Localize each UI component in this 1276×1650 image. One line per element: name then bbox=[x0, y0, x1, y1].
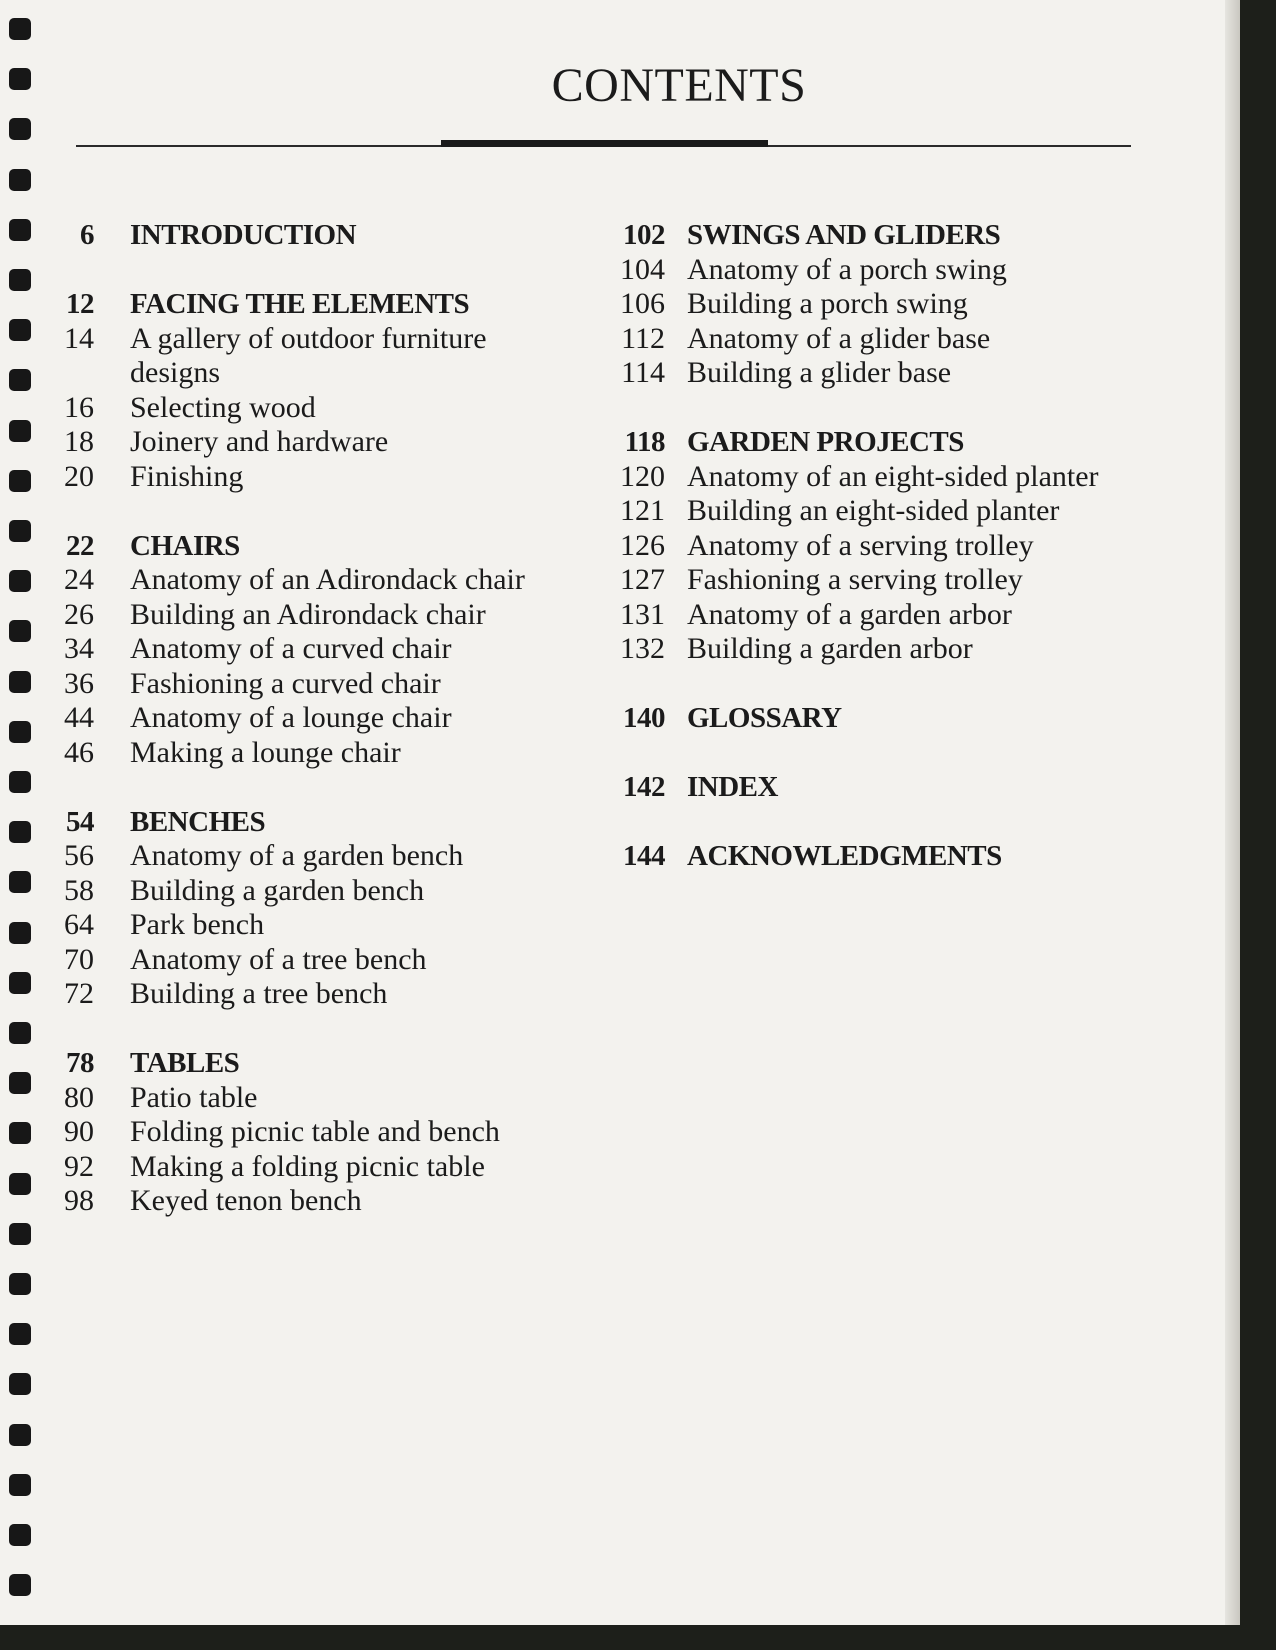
entry-title: Anatomy of a porch swing bbox=[687, 252, 1007, 286]
toc-entry bbox=[58, 736, 578, 771]
binding-hole bbox=[9, 771, 31, 793]
page-number: 114 bbox=[621, 356, 665, 389]
entry-title: Building a tree bench bbox=[130, 977, 388, 1010]
page-number: 26 bbox=[64, 597, 94, 631]
page-number: 118 bbox=[624, 426, 665, 458]
entry-title: Anatomy of an eight-sided planter bbox=[687, 459, 1099, 493]
toc-section-heading bbox=[615, 425, 1225, 460]
page-number: 144 bbox=[623, 840, 665, 872]
toc-entry bbox=[58, 322, 578, 391]
toc-entry bbox=[58, 839, 578, 874]
binding-hole bbox=[9, 1574, 31, 1596]
page-number: 78 bbox=[66, 1047, 94, 1079]
toc-entry bbox=[615, 287, 1225, 322]
entry-title: Making a folding picnic table bbox=[130, 1149, 485, 1183]
entry-title: Anatomy of a tree bench bbox=[130, 942, 427, 976]
toc-entry bbox=[615, 356, 1225, 391]
page-number: 131 bbox=[620, 597, 665, 631]
binding-hole bbox=[9, 1323, 31, 1345]
toc-section bbox=[58, 805, 578, 1012]
entry-title: Selecting wood bbox=[130, 390, 316, 424]
entry-title: Fashioning a serving trolley bbox=[687, 563, 1023, 596]
entry-title: A gallery of outdoor furniture designs bbox=[130, 321, 487, 389]
page-number: 6 bbox=[80, 219, 94, 251]
toc-section bbox=[58, 218, 578, 253]
toc-entry bbox=[58, 1150, 578, 1185]
toc-entry bbox=[615, 529, 1225, 564]
page-number: 90 bbox=[64, 1115, 94, 1148]
page-number: 64 bbox=[64, 908, 94, 941]
toc-entry bbox=[58, 701, 578, 736]
entry-title: Folding picnic table and bench bbox=[130, 1115, 500, 1148]
toc-section-heading bbox=[58, 805, 578, 840]
section-title: FACING THE ELEMENTS bbox=[130, 288, 470, 320]
binding-hole bbox=[9, 721, 31, 743]
toc-entry bbox=[615, 460, 1225, 495]
toc-entry bbox=[58, 1115, 578, 1150]
toc-entry bbox=[58, 977, 578, 1012]
page-number: 36 bbox=[64, 666, 94, 700]
entry-title: Keyed tenon bench bbox=[130, 1184, 362, 1217]
binding-hole bbox=[9, 18, 31, 40]
page-number: 56 bbox=[64, 839, 94, 872]
page-number: 92 bbox=[64, 1149, 94, 1183]
binding-hole bbox=[9, 1273, 31, 1295]
page-number: 121 bbox=[620, 494, 665, 527]
toc-entry bbox=[58, 563, 578, 598]
toc-section bbox=[615, 701, 1225, 736]
toc-section-heading bbox=[58, 1046, 578, 1081]
toc-entry bbox=[58, 598, 578, 633]
toc-section-heading bbox=[615, 839, 1225, 874]
toc-entry bbox=[615, 322, 1225, 357]
title-rule-accent bbox=[441, 140, 768, 147]
toc-right-column bbox=[615, 218, 1225, 908]
toc-section bbox=[58, 287, 578, 494]
binding-hole bbox=[9, 420, 31, 442]
binding-hole bbox=[9, 871, 31, 893]
entry-title: Anatomy of a lounge chair bbox=[130, 701, 452, 734]
page-number: 58 bbox=[64, 873, 94, 907]
entry-title: Building an Adirondack chair bbox=[130, 597, 486, 631]
page-number: 46 bbox=[64, 735, 94, 769]
binding-hole bbox=[9, 169, 31, 191]
binding-hole bbox=[9, 922, 31, 944]
binding-hole bbox=[9, 118, 31, 140]
binding-hole bbox=[9, 620, 31, 642]
toc-entry bbox=[58, 425, 578, 460]
page-number: 102 bbox=[623, 219, 665, 251]
page-number: 142 bbox=[623, 771, 665, 803]
page-number: 120 bbox=[620, 459, 665, 493]
toc-entry bbox=[58, 632, 578, 667]
toc-entry bbox=[58, 1081, 578, 1116]
entry-title: Building an eight-sided planter bbox=[687, 494, 1060, 527]
entry-title: Fashioning a curved chair bbox=[130, 666, 441, 700]
section-title: GARDEN PROJECTS bbox=[687, 426, 964, 458]
page-number: 20 bbox=[64, 459, 94, 493]
entry-title: Building a porch swing bbox=[687, 287, 968, 320]
binding-hole bbox=[9, 219, 31, 241]
binding-hole bbox=[9, 1474, 31, 1496]
toc-entry bbox=[615, 563, 1225, 598]
page-number: 70 bbox=[64, 942, 94, 976]
page-number: 104 bbox=[620, 252, 665, 286]
section-title: BENCHES bbox=[130, 805, 266, 838]
toc-entry bbox=[58, 1184, 578, 1219]
page-number: 72 bbox=[64, 977, 94, 1010]
page-title: CONTENTS bbox=[551, 59, 807, 112]
toc-section bbox=[615, 218, 1225, 391]
section-title: TABLES bbox=[130, 1047, 240, 1079]
page-edge-shadow bbox=[1225, 0, 1240, 1625]
binding-hole bbox=[9, 1424, 31, 1446]
toc-section bbox=[615, 839, 1225, 874]
page-number: 126 bbox=[620, 528, 665, 562]
section-title: SWINGS AND GLIDERS bbox=[687, 219, 1001, 251]
page-number: 14 bbox=[64, 321, 94, 355]
toc-entry bbox=[615, 494, 1225, 529]
page-number: 106 bbox=[620, 287, 665, 320]
binding-hole bbox=[9, 1524, 31, 1546]
toc-entry bbox=[58, 943, 578, 978]
toc-section bbox=[58, 1046, 578, 1219]
toc-entry bbox=[58, 908, 578, 943]
entry-title: Building a glider base bbox=[687, 356, 952, 389]
entry-title: Building a garden arbor bbox=[687, 632, 973, 665]
section-title: ACKNOWLEDGMENTS bbox=[687, 840, 1002, 872]
page-number: 112 bbox=[621, 321, 665, 355]
toc-section-heading bbox=[615, 770, 1225, 805]
toc-section bbox=[58, 529, 578, 771]
section-title: CHAIRS bbox=[130, 529, 240, 562]
page-number: 22 bbox=[66, 529, 94, 562]
entry-title: Patio table bbox=[130, 1080, 258, 1114]
spiral-binding bbox=[9, 18, 35, 1618]
page-number: 132 bbox=[620, 632, 665, 665]
entry-title: Finishing bbox=[130, 459, 244, 493]
toc-entry bbox=[615, 632, 1225, 667]
entry-title: Joinery and hardware bbox=[130, 425, 389, 458]
entry-title: Anatomy of a garden arbor bbox=[687, 597, 1012, 631]
entry-title: Anatomy of a serving trolley bbox=[687, 528, 1034, 562]
toc-section-heading bbox=[615, 701, 1225, 736]
toc-section bbox=[615, 770, 1225, 805]
toc-entry bbox=[58, 391, 578, 426]
toc-entry bbox=[615, 598, 1225, 633]
binding-hole bbox=[9, 1373, 31, 1395]
binding-hole bbox=[9, 319, 31, 341]
binding-hole bbox=[9, 1173, 31, 1195]
entry-title: Building a garden bench bbox=[130, 873, 425, 907]
toc-left-column bbox=[58, 218, 578, 1253]
entry-title: Anatomy of an Adirondack chair bbox=[130, 563, 525, 596]
binding-hole bbox=[9, 972, 31, 994]
entry-title: Park bench bbox=[130, 908, 265, 941]
binding-hole bbox=[9, 269, 31, 291]
toc-entry bbox=[58, 460, 578, 495]
binding-hole bbox=[9, 520, 31, 542]
section-title: INDEX bbox=[687, 771, 778, 803]
page-number: 80 bbox=[64, 1080, 94, 1114]
page-number: 34 bbox=[64, 632, 94, 665]
page-number: 140 bbox=[623, 702, 665, 734]
section-title: INTRODUCTION bbox=[130, 219, 357, 251]
entry-title: Anatomy of a curved chair bbox=[130, 632, 452, 665]
toc-entry bbox=[58, 874, 578, 909]
page-number: 12 bbox=[66, 288, 94, 320]
binding-hole bbox=[9, 470, 31, 492]
binding-hole bbox=[9, 1022, 31, 1044]
page-number: 98 bbox=[64, 1184, 94, 1217]
toc-entry bbox=[58, 667, 578, 702]
toc-section-heading bbox=[615, 218, 1225, 253]
page-number: 18 bbox=[64, 425, 94, 458]
entry-title: Making a lounge chair bbox=[130, 735, 401, 769]
toc-section-heading bbox=[58, 529, 578, 564]
toc-section bbox=[615, 425, 1225, 667]
binding-hole bbox=[9, 570, 31, 592]
toc-section-heading bbox=[58, 218, 578, 253]
binding-hole bbox=[9, 1072, 31, 1094]
toc-section-heading bbox=[58, 287, 578, 322]
page-number: 24 bbox=[64, 563, 94, 596]
page-number: 54 bbox=[66, 805, 94, 838]
entry-title: Anatomy of a garden bench bbox=[130, 839, 464, 872]
binding-hole bbox=[9, 1122, 31, 1144]
binding-hole bbox=[9, 821, 31, 843]
page-number: 127 bbox=[620, 563, 665, 596]
page-number: 16 bbox=[64, 390, 94, 424]
binding-hole bbox=[9, 1223, 31, 1245]
toc-entry bbox=[615, 253, 1225, 288]
binding-hole bbox=[9, 671, 31, 693]
binding-hole bbox=[9, 369, 31, 391]
page-number: 44 bbox=[64, 701, 94, 734]
section-title: GLOSSARY bbox=[687, 702, 842, 734]
entry-title: Anatomy of a glider base bbox=[687, 321, 991, 355]
